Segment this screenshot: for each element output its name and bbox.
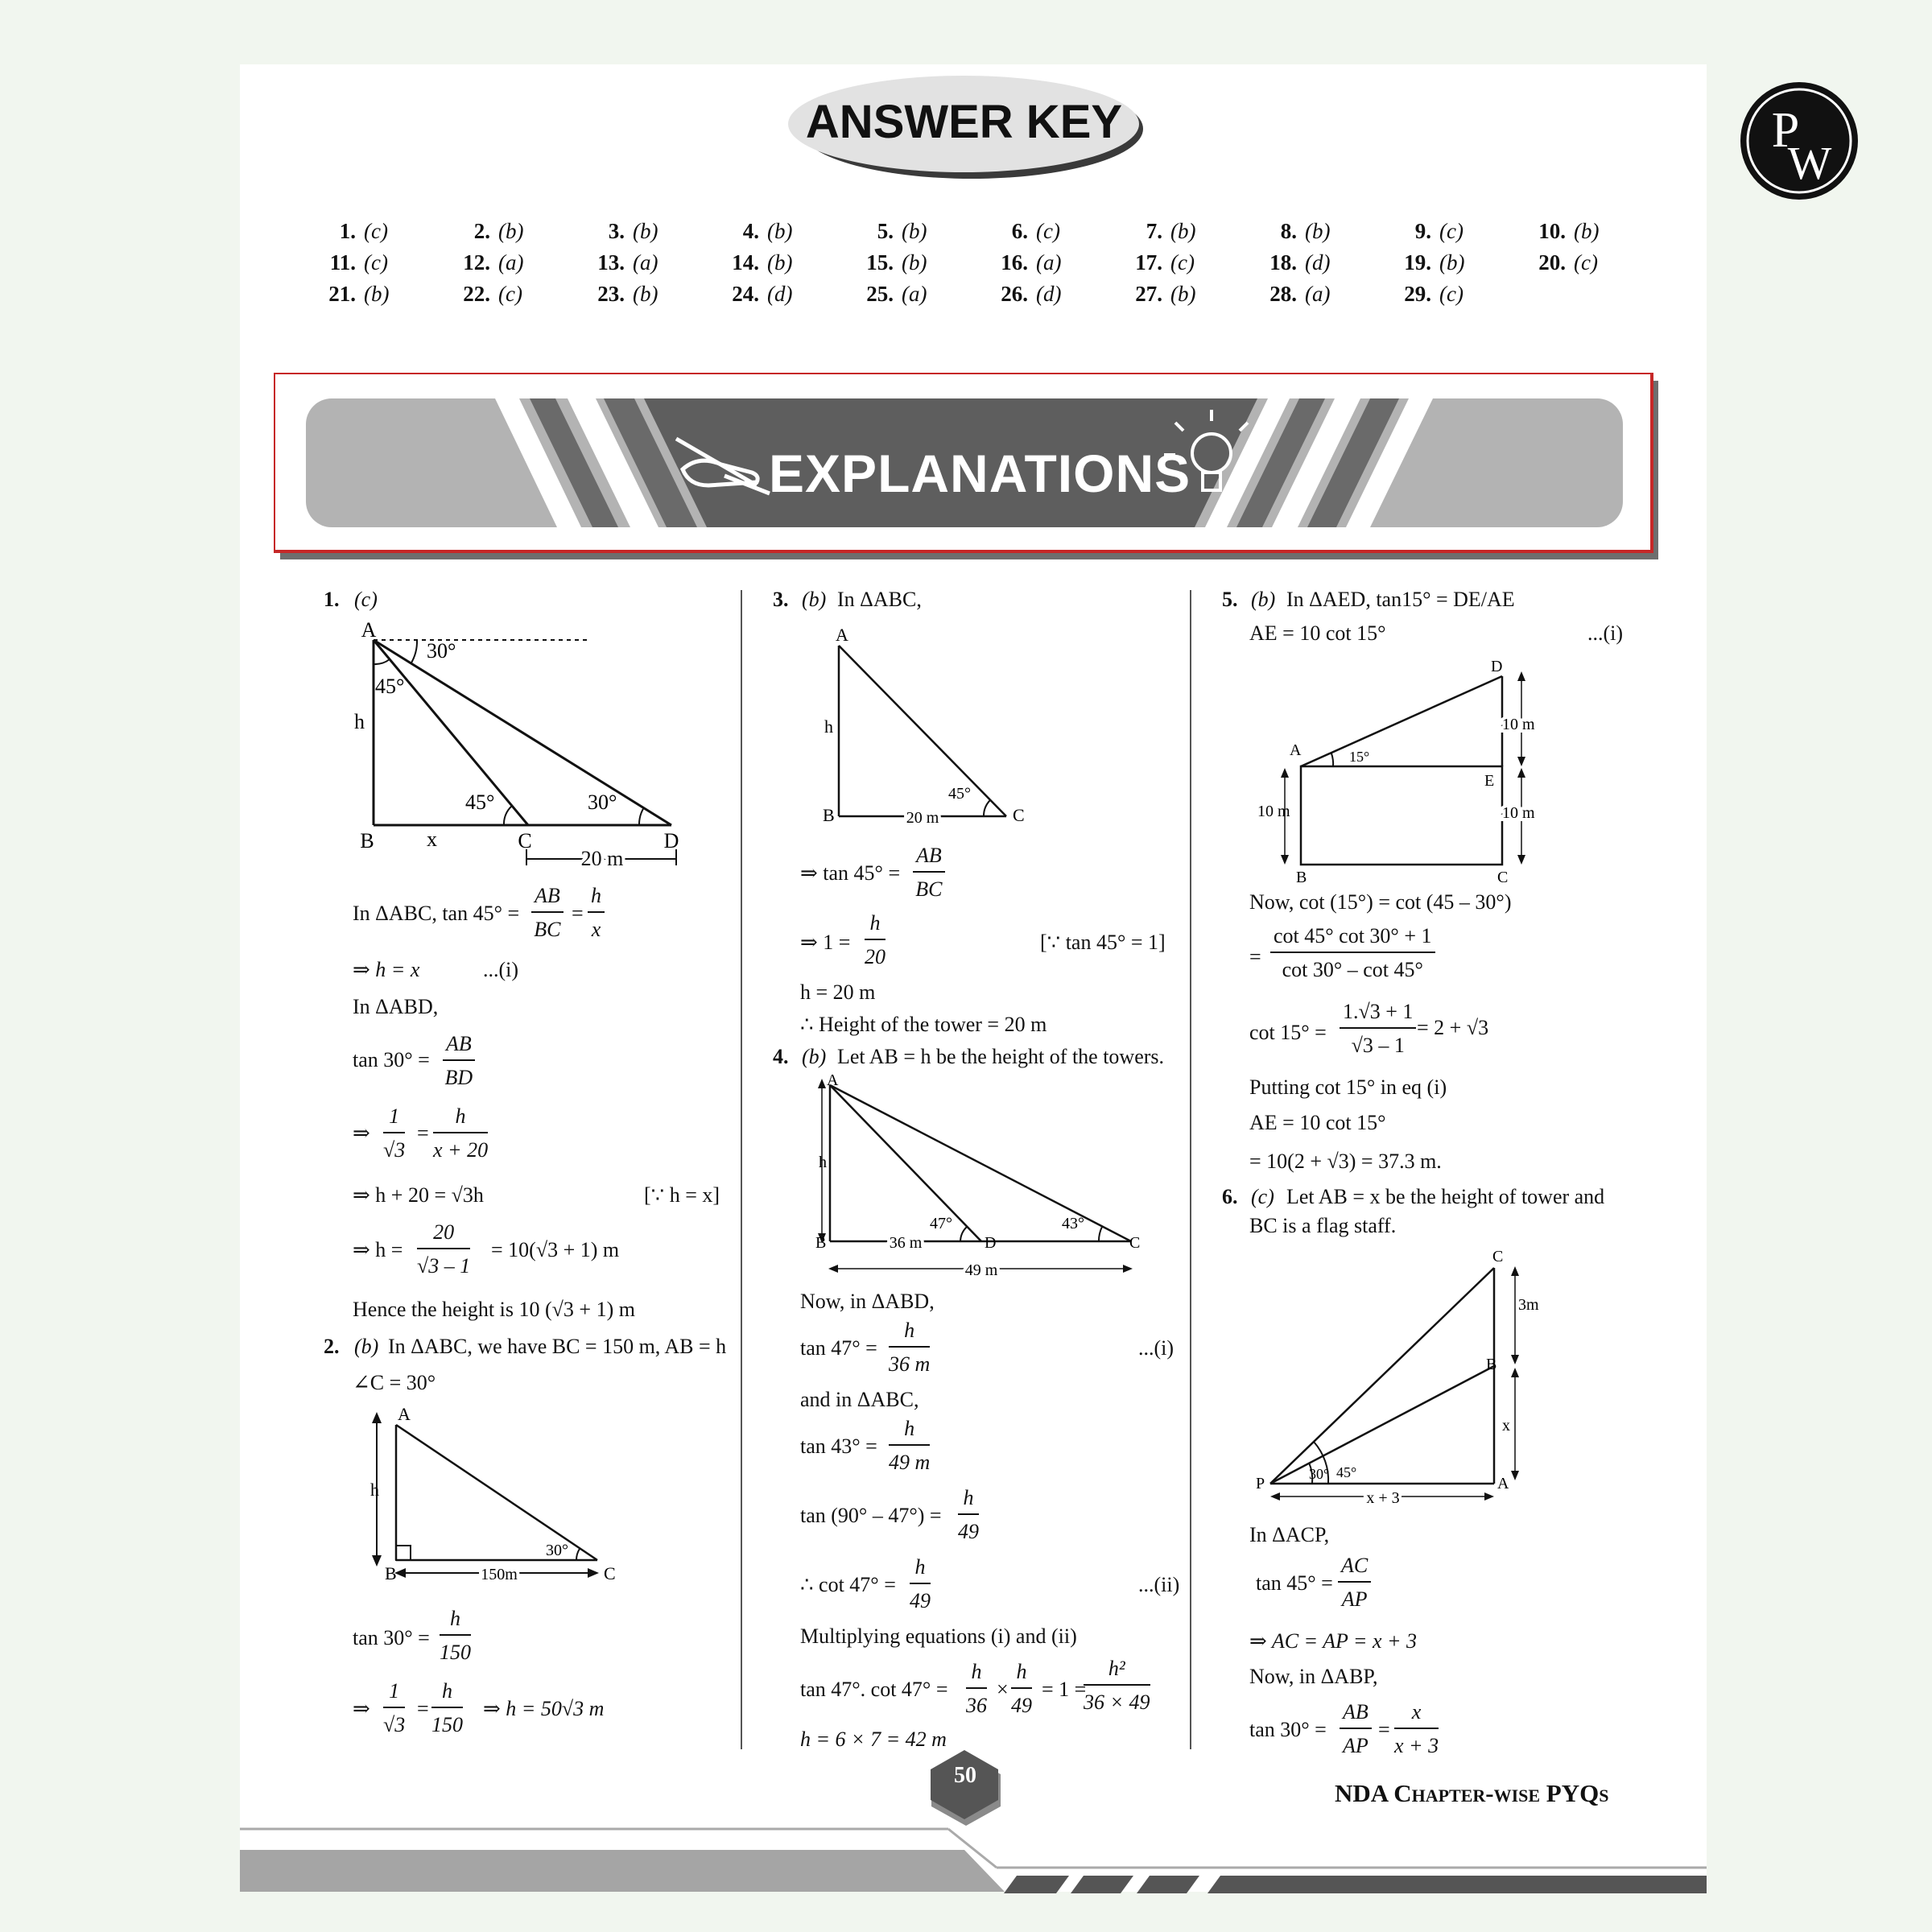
fig-angle: 45° [465, 791, 495, 814]
q6-line: In ΔACP, [1249, 1523, 1330, 1546]
q1-line: ⇒ h + 20 = √3h [353, 1183, 484, 1207]
fig-label: h [819, 1154, 827, 1171]
fig-label: x [427, 828, 437, 851]
answer-key-row [306, 282, 1626, 313]
fig-label: D [663, 829, 679, 852]
fig-label: P [1256, 1475, 1265, 1492]
q3-text: In ΔABC, [837, 588, 922, 611]
fig-distance: 36 m [889, 1234, 923, 1252]
answer-key-item: 9. (c) [1414, 219, 1463, 243]
fig-label: C [1492, 1248, 1504, 1265]
q6-line: tan 30° = [1249, 1718, 1327, 1741]
q4-line: Now, in ΔABD, [800, 1290, 935, 1313]
fig-label: B [815, 1234, 827, 1252]
q2-fraction: $\frac{h}{150}$ [431, 1679, 463, 1736]
fig-label: B [1486, 1356, 1497, 1373]
q5-line: Now, cot (15°) = cot (45 – 30°) [1249, 890, 1512, 914]
fig-angle: 47° [930, 1215, 952, 1232]
q3-line: ∴ Height of the tower = 20 m [800, 1013, 1047, 1036]
q1-figure [346, 616, 692, 865]
fig-measure: 10 m [1502, 804, 1535, 822]
fig-label: A [836, 625, 848, 645]
q5-fraction: $\frac{1.√3 + 1}{√3 - 1}$ [1340, 1000, 1416, 1058]
q1-line: tan 30° = [353, 1048, 430, 1071]
footer-title: NDA Chapter-wise PYQs [1335, 1779, 1609, 1807]
fig-label: h [354, 710, 365, 733]
fig-distance: 150m [481, 1566, 518, 1583]
q1-fraction: $\frac{1}{√3}$ [383, 1104, 406, 1162]
answer-key-item: 27. (b) [1135, 282, 1196, 306]
column-divider [741, 590, 742, 1749]
answer-key-item: 29. (c) [1404, 282, 1463, 306]
fig-label: A [1290, 741, 1302, 759]
q6-fraction: $\frac{AB}{AP}$ [1340, 1700, 1372, 1758]
fig-measure: 10 m [1502, 716, 1535, 733]
fig-distance: 20 m [580, 847, 624, 865]
answer-key-item: 15. (b) [866, 250, 927, 275]
answer-key-item: 14. (b) [732, 250, 793, 275]
q4-line: h = 6 × 7 = 42 m [800, 1728, 947, 1751]
q5-number: 5. [1222, 588, 1238, 611]
q4-answer: (b) [802, 1045, 827, 1068]
q4-line: tan 47° = [800, 1336, 877, 1360]
answer-key-item: 3. (b) [608, 219, 658, 243]
answer-key-item: 22. (c) [463, 282, 522, 306]
fig-label: C [604, 1563, 616, 1583]
q1-fraction: $\frac{20}{√3 - 1}$ [417, 1220, 471, 1278]
fig-angle: 30° [588, 791, 617, 814]
answer-key-item: 2. (b) [473, 219, 524, 243]
q2-figure [362, 1401, 628, 1586]
q4-figure [809, 1071, 1163, 1282]
answer-key-item: 13. (a) [597, 250, 658, 275]
q6-text: BC is a flag staff. [1249, 1214, 1397, 1237]
q3-fraction: $\frac{h}{20}$ [865, 911, 886, 968]
q2-fraction: $\frac{1}{√3}$ [383, 1679, 406, 1736]
answer-key-item: 7. (b) [1146, 219, 1196, 243]
fig-label: D [1491, 658, 1503, 675]
q6-text: Let AB = x be the height of tower and [1286, 1185, 1605, 1208]
q1-line: Hence the height is 10 (√3 + 1) m [353, 1298, 635, 1321]
q2-line: tan 30° = [353, 1626, 430, 1649]
q1-line: In ΔABC, tan 45° = [353, 902, 520, 925]
fig-angle: 45° [1336, 1464, 1357, 1480]
q6-fraction: $\frac{x}{x + 3}$ [1394, 1700, 1439, 1757]
column-divider [1190, 590, 1191, 1749]
fig-angle: 15° [1349, 749, 1370, 765]
q4-fraction: $\frac{h}{36}$ [966, 1660, 987, 1717]
answer-key-item: 25. (a) [866, 282, 927, 306]
pw-logo-icon [1739, 80, 1860, 201]
q5-line: = [1249, 945, 1261, 968]
q2-fraction: $\frac{h}{150}$ [440, 1607, 471, 1664]
explanations-title: EXPLANATIONS [769, 444, 1191, 503]
q6-line: tan 45° = [1256, 1571, 1333, 1595]
answer-key-row [306, 250, 1626, 282]
fig-label: B [385, 1563, 397, 1583]
q5-line: AE = 10 cot 15° [1249, 1111, 1386, 1134]
q4-text: Let AB = h be the height of the towers. [837, 1045, 1165, 1068]
fig-label: h [370, 1480, 379, 1500]
answer-key-item: 8. (b) [1280, 219, 1331, 243]
fig-angle: 30° [546, 1542, 568, 1559]
fig-label: D [985, 1234, 997, 1252]
fig-distance: 49 m [964, 1261, 998, 1279]
answer-key-item: 1. (c) [339, 219, 388, 243]
fig-label: B [823, 805, 835, 825]
fig-label: A [1497, 1475, 1509, 1492]
answer-key-grid [306, 219, 1626, 313]
q1-line: ⇒ [353, 1121, 370, 1145]
fig-label: C [1013, 805, 1025, 825]
fig-label: x [1502, 1417, 1510, 1435]
fig-label: h [824, 716, 833, 737]
q4-number: 4. [773, 1045, 789, 1068]
q5-answer: (b) [1251, 588, 1276, 611]
answer-key-row [306, 219, 1626, 250]
answer-key-item: 18. (d) [1269, 250, 1331, 275]
q1-fraction: $\frac{h}{x}$ [588, 884, 605, 942]
answer-key-item: 23. (b) [597, 282, 658, 306]
answer-key-item: 6. (c) [1011, 219, 1060, 243]
answer-key-item: 10. (b) [1538, 219, 1600, 243]
fig-measure: x + 3 [1366, 1489, 1400, 1507]
answer-key-item: 4. (b) [742, 219, 793, 243]
fig-label: A [361, 618, 377, 642]
q2-text: In ΔABC, we have BC = 150 m, AB = h [388, 1335, 727, 1358]
svg-text:P: P [1771, 103, 1800, 158]
q4-fraction: $\frac{h}{36 m}$ [889, 1319, 931, 1376]
q4-line: and in ΔABC, [800, 1388, 919, 1411]
answer-key-item: 12. (a) [463, 250, 524, 275]
fig-measure: 3m [1518, 1296, 1539, 1314]
q5-figure [1256, 657, 1538, 882]
fig-label: C [1497, 869, 1509, 882]
answer-key-item: 26. (d) [1001, 282, 1062, 306]
q6-answer: (c) [1251, 1185, 1274, 1208]
q3-number: 3. [773, 588, 789, 611]
fig-label: C [1129, 1234, 1141, 1252]
q5-text: In ΔAED, tan15° = DE/AE [1286, 588, 1515, 611]
answer-key-item: 11. (c) [329, 250, 388, 275]
q1-line: ⇒ h = [353, 1238, 403, 1261]
answer-key-item: 21. (b) [328, 282, 390, 306]
q1-answer: (c) [354, 588, 378, 611]
q4-line: tan 47°. cot 47° = [800, 1678, 948, 1701]
q1-number: 1. [324, 588, 340, 611]
fig-angle: 30° [1309, 1466, 1330, 1482]
q2-line: ∠C = 30° [353, 1371, 436, 1394]
answer-key-item: 28. (a) [1269, 282, 1331, 306]
answer-key-item: 20. (c) [1538, 250, 1598, 275]
q5-line: Putting cot 15° in eq (i) [1249, 1075, 1447, 1099]
q1-fraction: $\frac{h}{x + 20}$ [433, 1104, 489, 1162]
q6-figure [1248, 1244, 1554, 1509]
q6-line: ⇒ AC = AP = x + 3 [1249, 1629, 1418, 1653]
answer-key-title: ANSWER KEY [805, 96, 1123, 148]
q1-fraction: $\frac{AB}{BC}$ [531, 884, 564, 942]
q6-line: Now, in ΔABP, [1249, 1665, 1378, 1688]
answer-key-item: 19. (b) [1404, 250, 1465, 275]
q1-line: In ΔABD, [353, 995, 439, 1018]
q4-fraction: $\frac{h}{49 m}$ [889, 1417, 931, 1474]
q4-fraction: $\frac{h}{49}$ [1011, 1660, 1032, 1717]
q5-line: cot 15° = [1249, 1021, 1327, 1044]
q5-fraction: $\frac{\cot 45^\circ \cot 30^\circ + 1}{\cot 30^\circ - \cot 45^\circ}$ [1270, 924, 1435, 982]
q3-line: ⇒ tan 45° = [800, 861, 901, 885]
q5-line: = 10(2 + √3) = 37.3 m. [1249, 1150, 1442, 1173]
q2-number: 2. [324, 1335, 340, 1358]
q3-fraction: $\frac{AB}{BC}$ [913, 844, 945, 902]
fig-label: B [1296, 869, 1307, 882]
fig-label: A [827, 1071, 839, 1089]
fig-angle: 43° [1062, 1215, 1084, 1232]
fig-label: B [360, 829, 374, 852]
fig-angle: 45° [375, 675, 405, 698]
q4-fraction: $\frac{h}{49}$ [910, 1555, 931, 1612]
fig-angle: 30° [427, 639, 456, 663]
fig-angle: 45° [948, 785, 971, 803]
q3-answer: (b) [802, 588, 827, 611]
answer-key-item: 16. (a) [1001, 250, 1062, 275]
fig-measure: 10 m [1257, 803, 1290, 820]
q3-line: ⇒ 1 = [800, 931, 851, 954]
fig-label: C [518, 829, 532, 852]
q4-line: Multiplying equations (i) and (ii) [800, 1624, 1077, 1648]
q3-line: h = 20 m [800, 980, 876, 1004]
q1-line: ⇒ h = x [353, 958, 420, 981]
q4-line: tan 43° = [800, 1435, 877, 1458]
answer-key-item: 17. (c) [1135, 250, 1195, 275]
q2-answer: (b) [354, 1335, 379, 1358]
q6-fraction: $\frac{AC}{AP}$ [1338, 1554, 1371, 1612]
fig-label: E [1484, 772, 1495, 790]
q4-fraction: $\frac{h}{49}$ [958, 1486, 979, 1543]
svg-text:W: W [1787, 137, 1832, 189]
q6-number: 6. [1222, 1185, 1238, 1208]
q4-line: tan (90° – 47°) = [800, 1504, 942, 1527]
answer-key-item: 24. (d) [732, 282, 793, 306]
fig-distance: 20 m [906, 809, 939, 827]
q5-line: AE = 10 cot 15° [1249, 621, 1386, 645]
page-number: 50 [954, 1763, 976, 1788]
q2-line: ⇒ [353, 1697, 370, 1720]
q1-fraction: $\frac{AB}{BD}$ [443, 1032, 475, 1090]
fig-label: A [398, 1404, 411, 1424]
q4-line: ∴ cot 47° = [800, 1573, 896, 1596]
answer-key-item: 5. (b) [877, 219, 927, 243]
q3-figure [813, 620, 1055, 829]
q4-fraction: $\frac{\text{h²}}{36 \times 49}$ [1084, 1657, 1150, 1714]
